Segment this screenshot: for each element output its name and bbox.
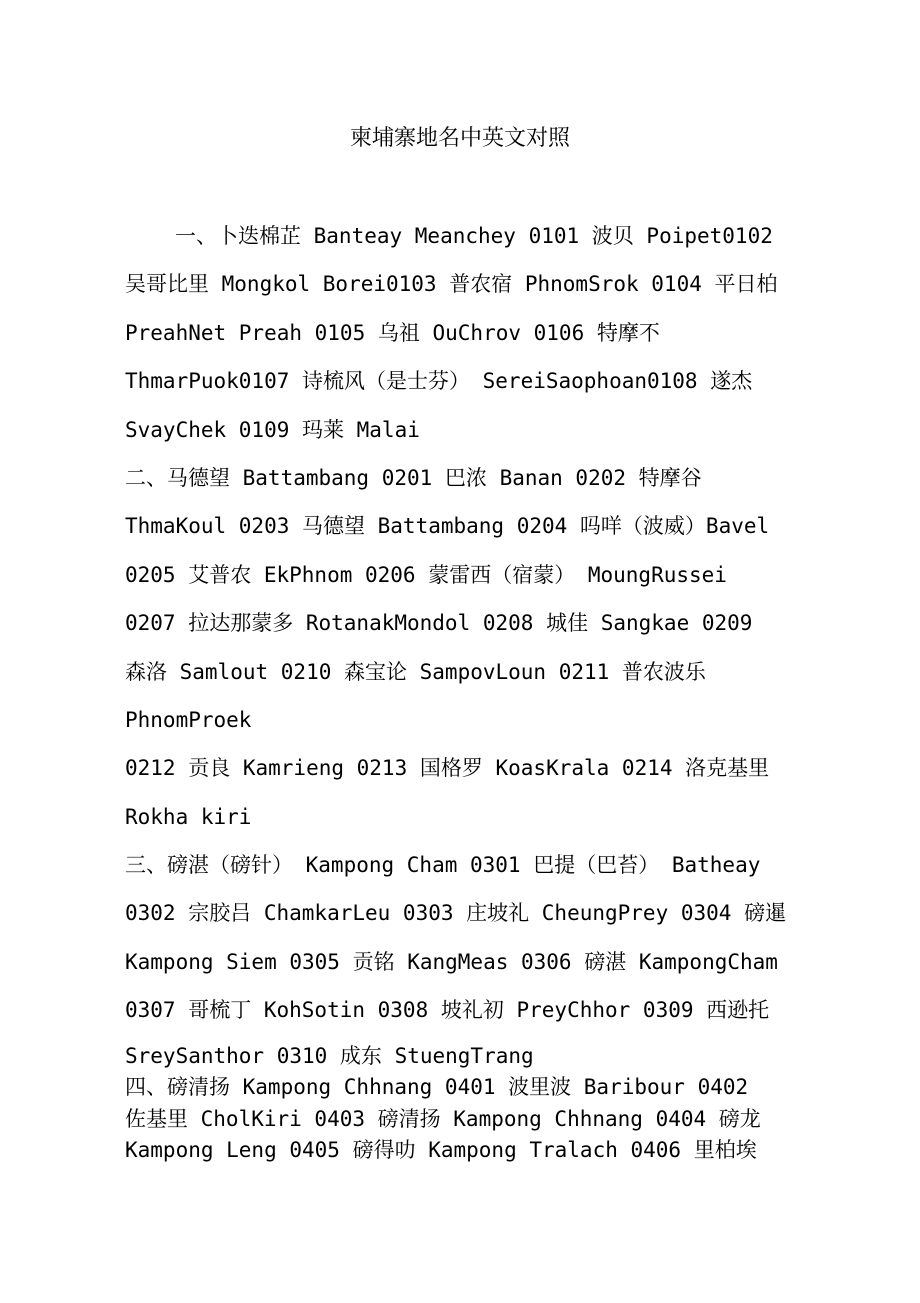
- text-line: Rokha kiri: [125, 804, 252, 829]
- text-line: ThmaKoul 0203 马德望 Battambang 0204 吗咩（波威）Bavel: [125, 514, 770, 539]
- text-line: PhnomProek: [125, 707, 252, 732]
- text-line: 0307 哥梳丁 KohSotin 0308 坡礼初 PreyChhor 0309 西逊托: [125, 998, 770, 1023]
- text-line: 0212 贡良 Kamrieng 0213 国格罗 KoasKrala 0214 洛克基里: [125, 756, 770, 781]
- text-line: SvayChek 0109 玛莱 Malai: [125, 417, 420, 442]
- text-line: 二、马德望 Battambang 0201 巴浓 Banan 0202 特摩谷: [125, 465, 702, 490]
- text-line: Kampong Siem 0305 贡铭 KangMeas 0306 磅湛 KampongCham: [125, 949, 778, 974]
- text-line: 森洛 Samlout 0210 森宝论 SampovLoun 0211 普农波乐: [125, 659, 706, 684]
- text-line: 三、磅湛（磅针） Kampong Cham 0301 巴提（巴苔） Batheay: [125, 853, 761, 878]
- text-line: PreahNet Preah 0105 乌祖 OuChrov 0106 特摩不: [125, 320, 660, 345]
- page-title: 柬埔寨地名中英文对照: [349, 126, 570, 151]
- text-line: SreySanthor 0310 成东 StuengTrang: [125, 1043, 534, 1068]
- text-line: 四、磅清扬 Kampong Chhnang 0401 波里波 Baribour 0402: [125, 1075, 749, 1100]
- text-line: 一、卜迭棉芷 Banteay Meanchey 0101 波贝 Poipet0102: [175, 224, 773, 248]
- text-line: ThmarPuok0107 诗梳风（是士芬） SereiSaophoan0108 遂杰: [125, 369, 753, 394]
- text-line: 0302 宗胶吕 ChamkarLeu 0303 庄坡礼 CheungPrey 0304 磅暹: [125, 901, 787, 926]
- text-line: 0205 艾普农 EkPhnom 0206 蒙雷西（宿蒙） MoungRussei: [125, 562, 727, 587]
- text-line: 佐基里 CholKiri 0403 磅清扬 Kampong Chhnang 0404 磅龙: [125, 1106, 761, 1131]
- document-body: [125, 218, 795, 1167]
- text-line: 吴哥比里 Mongkol Borei0103 普农宿 PhnomSrok 0104 平日柏: [125, 272, 778, 297]
- text-line: Kampong Leng 0405 磅得叻 Kampong Tralach 0406 里柏埃: [125, 1138, 757, 1163]
- text-line: 0207 拉达那蒙多 RotanakMondol 0208 城佳 Sangkae 0209: [125, 611, 753, 636]
